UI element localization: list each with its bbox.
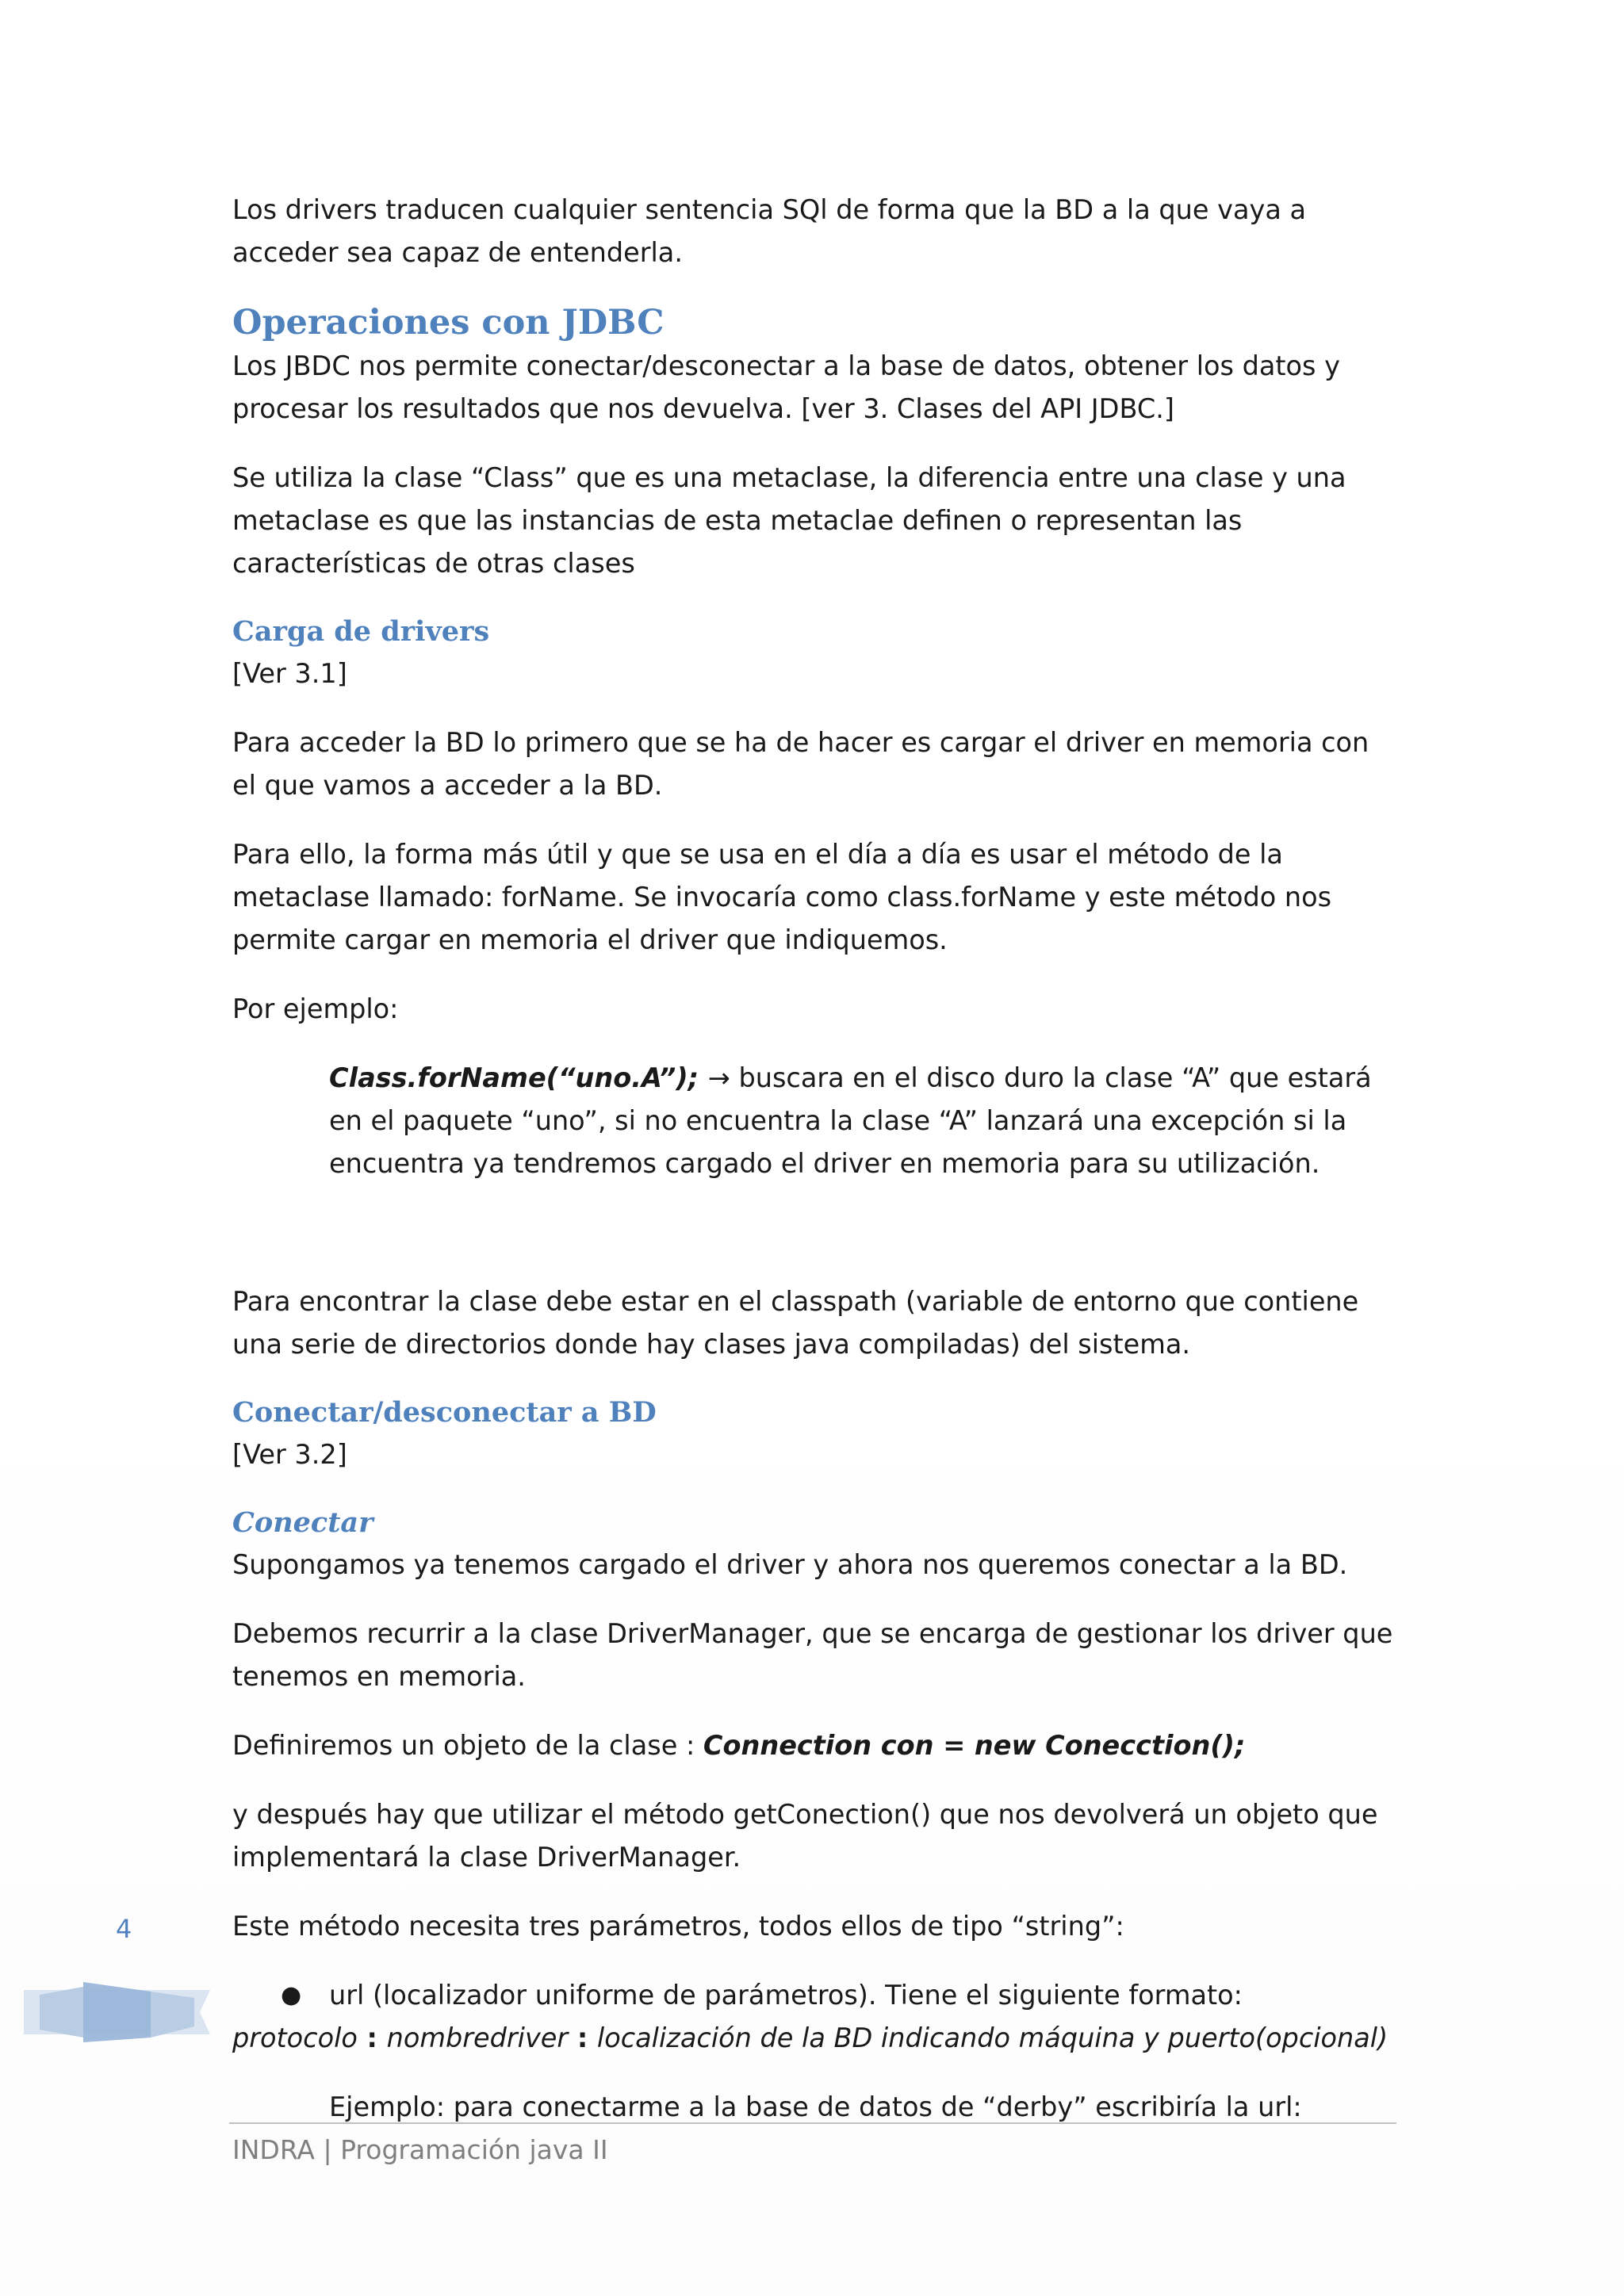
forname-example <box>232 1057 1398 1185</box>
forname-code: Class.forName(“uno.A”); <box>329 1062 708 1093</box>
heading-conectar-desconectar: Conectar/desconectar a BD <box>232 1396 657 1429</box>
url-bullet-item <box>232 1974 1398 2017</box>
carga-paragraph-2: Para ello, la forma más útil y que se usa en el día a día es usar el método de la metaclase llamado: forName. Se invocaría como class.forName y este método nos permite cargar en memoria el driver que indiquemos. <box>232 839 1332 955</box>
conectar-paragraph-1: Supongamos ya tenemos cargado el driver y ahora nos queremos conectar a la BD. <box>232 1549 1348 1580</box>
conectar-paragraph-3 <box>232 1724 1398 1767</box>
carga-reference: [Ver 3.1] <box>232 658 347 689</box>
format-separator-2: : <box>568 2022 597 2053</box>
classpath-paragraph: Para encontrar la clase debe estar en el classpath (variable de entorno que contiene una serie de directorios donde hay clases java compiladas) del sistema. <box>232 1286 1359 1360</box>
definition-prefix: Definiremos un objeto de la clase : <box>232 1730 703 1761</box>
subheading-conectar: Conectar <box>232 1506 373 1539</box>
page-ribbon-decoration <box>24 1980 210 2044</box>
footer-text: INDRA | Programación java II <box>232 2134 608 2165</box>
carga-paragraph-1: Para acceder la BD lo primero que se ha de hacer es cargar el driver en memoria con el que vamos a acceder a la BD. <box>232 727 1369 801</box>
intro-paragraph: Los drivers traducen cualquier sentencia SQl de forma que la BD a la que vaya a acceder sea capaz de entenderla. <box>232 194 1307 268</box>
format-separator-1: : <box>357 2022 387 2053</box>
arrow-icon: → <box>707 1062 730 1093</box>
conectar-paragraph-4: y después hay que utilizar el método getConection() que nos devolverá un objeto que implementará la clase DriverManager. <box>232 1799 1378 1873</box>
heading-carga-drivers: Carga de drivers <box>232 615 490 648</box>
conectar-paragraph-5: Este método necesita tres parámetros, todos ellos de tipo “string”: <box>232 1911 1124 1942</box>
conectar-paragraph-2: Debemos recurrir a la clase DriverManager, que se encarga de gestionar los driver que tenemos en memoria. <box>232 1618 1393 1692</box>
url-bullet-text: url (localizador uniforme de parámetros). Tiene el siguiente formato: <box>329 1980 1243 2011</box>
format-driver: nombredriver <box>386 2022 569 2053</box>
operaciones-paragraph-1: Los JBDC nos permite conectar/desconectar a la base de datos, obtener los datos y procesar los resultados que nos devuelva. [ver 3. Clases del API JDBC.] <box>232 350 1340 424</box>
bullet-icon: ● <box>281 1981 302 2009</box>
connection-code: Connection con = new Conecction(); <box>703 1730 1246 1761</box>
url-format <box>232 2017 1398 2060</box>
heading-operaciones: Operaciones con JDBC <box>232 303 665 342</box>
forname-description: buscara en el disco duro la clase “A” que estará en el paquete “uno”, si no encuentra la clase “A” lanzará una excepción si la encuentra ya tendremos cargado el driver en memoria para su utilización. <box>329 1062 1372 1179</box>
format-location: localización de la BD indicando máquina y puerto(opcional) <box>596 2022 1388 2053</box>
footer-divider <box>229 2122 1396 2124</box>
example-label: Por ejemplo: <box>232 993 399 1024</box>
operaciones-paragraph-2: Se utiliza la clase “Class” que es una metaclase, la diferencia entre una clase y una metaclase es que las instancias de esta metaclae definen o representan las características de otras clases <box>232 462 1346 579</box>
format-protocol: protocolo <box>232 2022 358 2053</box>
conectar-reference: [Ver 3.2] <box>232 1439 347 1470</box>
derby-example: Ejemplo: para conectarme a la base de datos de “derby” escribiría la url: <box>329 2091 1302 2122</box>
page-number: 4 <box>116 1914 132 1944</box>
document-body <box>232 189 1398 2129</box>
